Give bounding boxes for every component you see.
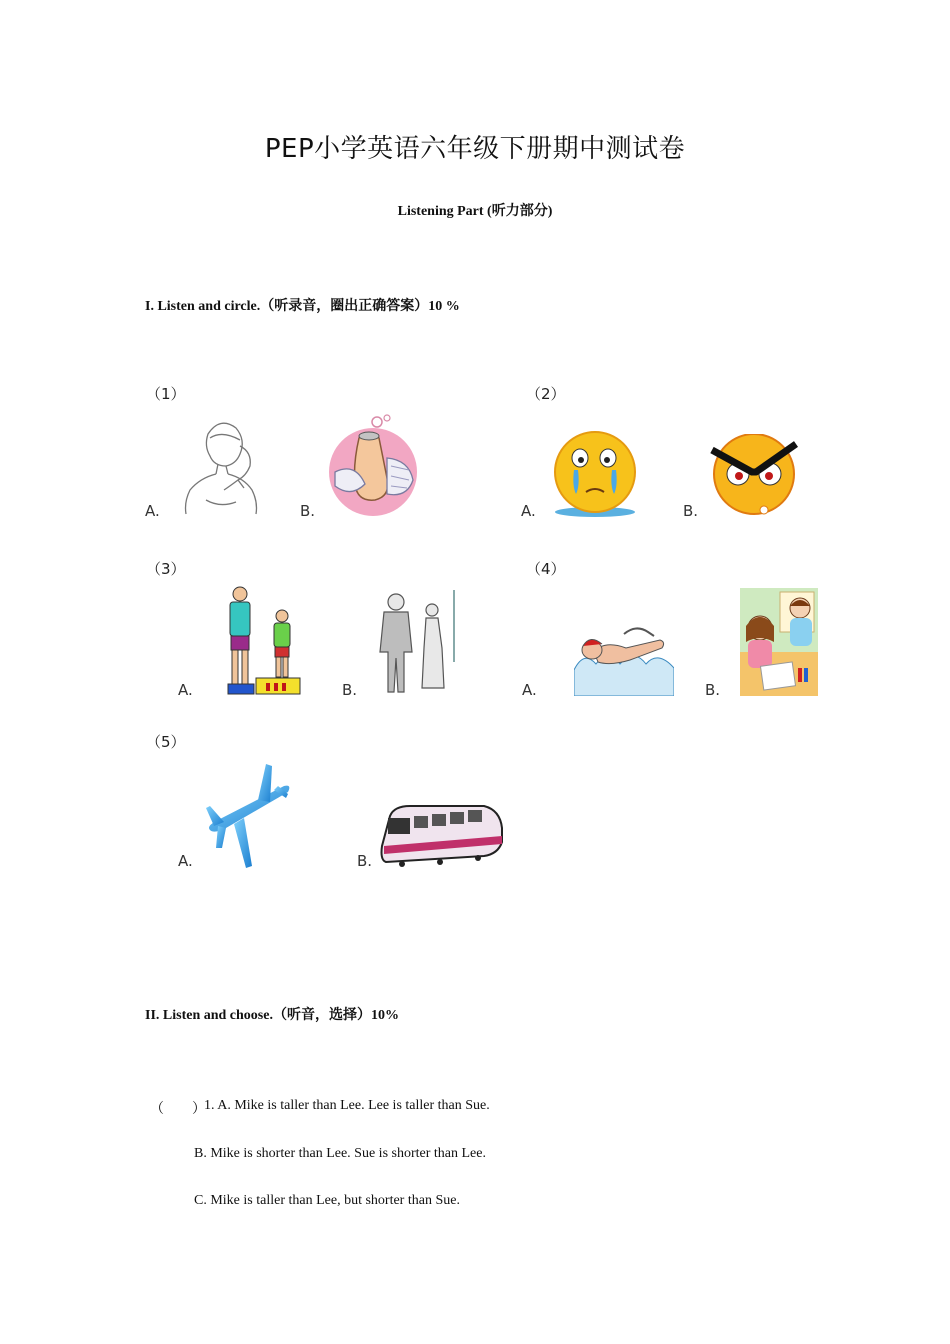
question-4-option-b: B. — [705, 681, 721, 699]
train-icon — [380, 802, 504, 868]
runny-nose-icon — [325, 414, 421, 518]
question-2-option-a: A. — [521, 502, 536, 520]
question-5-option-b: B. — [357, 852, 373, 870]
question-3-number: （3） — [146, 560, 186, 578]
question-2-option-b: B. — [683, 502, 699, 520]
question-5-number: （5） — [146, 733, 186, 751]
section-2-heading: II. Listen and choose.（听音，选择）10% — [145, 1008, 399, 1023]
swimmer-icon — [574, 620, 674, 696]
choice-1-a: 1. A. Mike is taller than Lee. Lee is taller than Sue. — [204, 1098, 490, 1113]
section-1-heading: I. Listen and circle.（听录音，圈出正确答案）10 % — [145, 299, 460, 314]
airplane-icon — [204, 762, 294, 870]
question-2-number: （2） — [526, 385, 566, 403]
page-title: PEP小学英语六年级下册期中测试卷 — [264, 134, 686, 164]
choice-1-b: B. Mike is shorter than Lee. Sue is shorter than Lee. — [194, 1146, 486, 1161]
question-3-option-a: A. — [178, 681, 193, 699]
question-4-number: （4） — [526, 560, 566, 578]
crying-face-icon — [550, 430, 640, 518]
angry-face-icon — [708, 434, 800, 516]
question-4-option-a: A. — [522, 681, 537, 699]
choice-1-c: C. Mike is taller than Lee, but shorter than Sue. — [194, 1193, 460, 1208]
headache-woman-icon — [180, 416, 260, 516]
question-1-option-a: A. — [145, 502, 160, 520]
question-1-number: （1） — [146, 385, 186, 403]
tall-short-boys-icon — [214, 586, 302, 696]
old-couple-icon — [374, 588, 458, 696]
answer-paren[interactable]: （ ） — [150, 1102, 206, 1117]
question-3-option-b: B. — [342, 681, 358, 699]
page-subtitle: Listening Part (听力部分) — [397, 204, 553, 219]
question-1-option-b: B. — [300, 502, 316, 520]
question-5-option-a: A. — [178, 852, 193, 870]
children-drawing-icon — [740, 588, 818, 696]
